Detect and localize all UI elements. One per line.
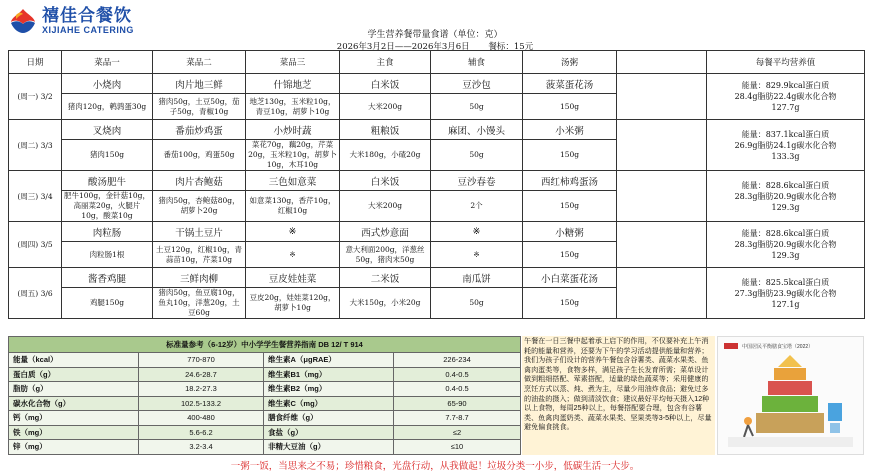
dish-ingredients: ※ xyxy=(246,242,340,268)
spacer-cell xyxy=(617,222,707,268)
dish-name: 小糖粥 xyxy=(523,222,617,242)
nutrition-line: 能量：828.6kcal蛋白质 xyxy=(741,180,830,190)
dish-ingredients: 150g xyxy=(523,191,617,222)
nutrient-value: 7.7-8.7 xyxy=(394,411,521,426)
dish-name: 白米饭 xyxy=(340,74,431,94)
dish-ingredients: 2个 xyxy=(431,191,523,222)
date-range: 2026年3月2日——2026年3月6日 xyxy=(336,42,470,52)
dish-ingredients: 大米150g，小米20g xyxy=(340,288,431,319)
header-dish1: 菜品一 xyxy=(62,51,153,74)
nutrient-value: 3.2-3.4 xyxy=(139,440,264,455)
menu-day-row xyxy=(9,171,865,191)
dish-ingredients: 猪肉120g，鹌鹑蛋30g xyxy=(62,94,153,120)
meal-fee: 餐标：15元 xyxy=(488,42,534,52)
dish-name: 菠菜蛋花汤 xyxy=(523,74,617,94)
header-side: 辅食 xyxy=(431,51,523,74)
reference-table xyxy=(8,336,521,455)
dish-ingredients: 150g xyxy=(523,288,617,319)
nutrient-value: 400-480 xyxy=(139,411,264,426)
nutrition-line: 能量：837.1kcal蛋白质 xyxy=(741,129,830,139)
nutrient-value: 102.5-133.2 xyxy=(139,396,264,411)
header-spacer xyxy=(617,51,707,74)
dish-name: 什锦地芝 xyxy=(246,74,340,94)
dish-name: 酸汤肥牛 xyxy=(62,171,153,191)
dish-ingredients: 地芝130g，玉米粒10g，青豆10g，胡萝卜10g xyxy=(246,94,340,120)
nutrient-value: ≤2 xyxy=(394,425,521,440)
nutrient-label: 维生素B1（mg） xyxy=(264,367,394,382)
reference-row xyxy=(9,440,521,455)
dish-ingredients: 50g xyxy=(431,288,523,319)
dish-name: 小白菜蛋花汤 xyxy=(523,268,617,288)
header-staple: 主食 xyxy=(340,51,431,74)
nutrition-value xyxy=(707,222,865,268)
day-label: (周四) 3/5 xyxy=(9,222,62,268)
reference-row xyxy=(9,367,521,382)
menu-day-row xyxy=(9,268,865,288)
header-dish3: 菜品三 xyxy=(246,51,340,74)
dish-name: 麻团、小馒头 xyxy=(431,120,523,140)
nutrient-label: 维生素B2（mg） xyxy=(264,382,394,397)
nutrition-line: 28.3g脂肪20.9g碳水化合物 xyxy=(734,240,837,249)
nutrition-line: 127.1g xyxy=(771,299,800,309)
nutrient-label: 蛋白质（g） xyxy=(9,367,139,382)
nutrient-value: 24.6-28.7 xyxy=(139,367,264,382)
dish-ingredients: 50g xyxy=(431,94,523,120)
reference-title: 标准量参考（6-12岁）中小学学生餐营养指南 DB 12/ T 914 xyxy=(9,337,521,353)
page-title: 学生营养餐带量食谱（单位：克） xyxy=(367,30,503,40)
dish-name: ※ xyxy=(431,222,523,242)
reference-title-row xyxy=(9,337,521,353)
spacer-cell xyxy=(617,171,707,222)
dish-ingredients: 如意菜130g，香芹10g，红椒10g xyxy=(246,191,340,222)
day-label: (周一) 3/2 xyxy=(9,74,62,120)
nutrient-value: ≤10 xyxy=(394,440,521,455)
brand-name-en: XIJIAHE CATERING xyxy=(42,25,134,35)
reference-row xyxy=(9,411,521,426)
nutrition-line: 28.3g脂肪20.9g碳水化合物 xyxy=(734,191,837,201)
dish-ingredients: 肥牛100g，金针菇10g，高丽菜20g，火腿片10g，酸菜10g xyxy=(62,191,153,222)
dish-name: 小炒时蔬 xyxy=(246,120,340,140)
dish-name: 豆皮娃娃菜 xyxy=(246,268,340,288)
nutrient-label: 碳水化合物（g） xyxy=(9,396,139,411)
dish-name: 粗粮饭 xyxy=(340,120,431,140)
menu-header-row xyxy=(9,51,865,74)
dish-name: 干锅土豆片 xyxy=(153,222,246,242)
spacer-cell xyxy=(617,120,707,171)
reference-row xyxy=(9,382,521,397)
day-label: (周二) 3/3 xyxy=(9,120,62,171)
dish-ingredients: 猪肉150g xyxy=(62,140,153,171)
dish-name: 西红柿鸡蛋汤 xyxy=(523,171,617,191)
nutrition-value xyxy=(707,120,865,171)
dish-name: 西式炒意面 xyxy=(340,222,431,242)
nutrient-value: 0.4-0.5 xyxy=(394,382,521,397)
nutrition-line: 26.9g脂肪24.1g碳水化合物 xyxy=(734,140,837,150)
dish-name: 南瓜饼 xyxy=(431,268,523,288)
header-nutrition: 每餐平均营养值 xyxy=(707,51,865,74)
dish-name: 豆沙包 xyxy=(431,74,523,94)
nutrition-notes: 午餐在一日三餐中起着承上启下的作用，不仅要补充上午消耗的能量和营养，还要为下午的学习活动提供能量和营养；我们为孩子们设计的营养午餐包含谷薯类、蔬菜水果类、鱼禽肉蛋类等，食物多样，满足孩子生长发育所需；菜单设计做到粗细搭配、荤素搭配，适量的绿色蔬菜等；采用健康的烹饪方式以蒸、炖、煮为主，尽量少用油炸食品；避免过多的油盐的摄入；做到清淡饮食；建议最好平均每天摄入12种以上食物，每周25种以上，每餐搭配要合理，包含有谷薯类、鱼禽肉蛋奶类、蔬菜水果类、坚果类等3-5种以上，尽量避免偏食挑食。 xyxy=(522,336,715,455)
nutrition-line: 能量：828.6kcal蛋白质 xyxy=(741,229,830,238)
nutrient-value: 5.6-6.2 xyxy=(139,425,264,440)
dish-name: 肉粒肠 xyxy=(62,222,153,242)
dish-name: 番茄炒鸡蛋 xyxy=(153,120,246,140)
dish-ingredients: 番茄100g，鸡蛋50g xyxy=(153,140,246,171)
dish-ingredients: 猪肉50g，土豆50g，茄子50g，青椒10g xyxy=(153,94,246,120)
nutrition-line: 133.3g xyxy=(771,151,800,161)
nutrition-value xyxy=(707,268,865,319)
dish-name: 三鲜肉柳 xyxy=(153,268,246,288)
menu-day-row xyxy=(9,120,865,140)
dish-ingredients: 猪肉50g，杏鲍菇80g，胡萝卜20g xyxy=(153,191,246,222)
nutrient-label: 锌（mg） xyxy=(9,440,139,455)
dish-name: 二米饭 xyxy=(340,268,431,288)
dish-name: 肉片地三鲜 xyxy=(153,74,246,94)
dish-ingredients: 150g xyxy=(523,94,617,120)
nutrition-line: 129.3g xyxy=(771,251,800,260)
nutrition-line: 27.3g脂肪23.9g碳水化合物 xyxy=(734,288,837,298)
nutrient-label: 维生素C（mg） xyxy=(264,396,394,411)
nutrition-line: 能量：829.9kcal蛋白质 xyxy=(741,81,830,90)
brand-name-cn: 禧佳合餐饮 xyxy=(42,6,132,25)
food-pagoda-icon xyxy=(718,337,863,454)
menu-day-row xyxy=(9,222,865,242)
dish-ingredients: 肉粒肠1根 xyxy=(62,242,153,268)
nutrient-label: 非精大豆油（g） xyxy=(264,440,394,455)
nutrient-label: 铁（mg） xyxy=(9,425,139,440)
pagoda-title: 中国居民平衡膳食宝塔（2022） xyxy=(742,344,814,350)
nutrient-label: 维生素A（μgRAE） xyxy=(264,353,394,368)
dish-ingredients: 150g xyxy=(523,242,617,268)
spacer-cell xyxy=(617,268,707,319)
nutrient-label: 钙（mg） xyxy=(9,411,139,426)
nutrient-label: 能量（kcal） xyxy=(9,353,139,368)
header-date: 日期 xyxy=(9,51,62,74)
dish-ingredients: 大米200g xyxy=(340,191,431,222)
header-dish2: 菜品二 xyxy=(153,51,246,74)
dish-ingredients: 鸡腿150g xyxy=(62,288,153,319)
nutrient-value: 65-90 xyxy=(394,396,521,411)
dish-name: 酱香鸡腿 xyxy=(62,268,153,288)
nutrition-line: 能量：825.5kcal蛋白质 xyxy=(741,277,830,287)
dish-name: 肉片杏鲍菇 xyxy=(153,171,246,191)
nutrient-value: 770-870 xyxy=(139,353,264,368)
menu-day-row xyxy=(9,74,865,94)
dish-ingredients: 大米200g xyxy=(340,94,431,120)
food-pagoda-image xyxy=(717,336,864,455)
dish-name: 小烧肉 xyxy=(62,74,153,94)
dish-name: 小米粥 xyxy=(523,120,617,140)
nutrition-value xyxy=(707,171,865,222)
dish-ingredients: 土豆120g，红椒10g，青蒜苗10g，芹菜10g xyxy=(153,242,246,268)
dish-name: 豆沙春卷 xyxy=(431,171,523,191)
nutrient-label: 膳食纤维（g） xyxy=(264,411,394,426)
dish-ingredients: 菜花70g，藕20g，芹菜20g，玉米粒10g，胡萝卜10g，木耳10g xyxy=(246,140,340,171)
nutrition-line: 28.4g脂肪22.4g碳水化合物 xyxy=(734,92,837,101)
nutrient-value: 18.2-27.3 xyxy=(139,382,264,397)
nutrient-label: 脂肪（g） xyxy=(9,382,139,397)
footer-slogan: 一粥一饭，当思来之不易；珍惜粮食，光盘行动，从我做起！垃圾分类一小步，低碳生活一大步。 xyxy=(230,461,640,472)
dish-name: 三色如意菜 xyxy=(246,171,340,191)
spacer-cell xyxy=(617,74,707,120)
reference-row xyxy=(9,425,521,440)
dish-ingredients: 150g xyxy=(523,140,617,171)
dish-name: ※ xyxy=(246,222,340,242)
dish-ingredients: 豆皮20g，娃娃菜120g，胡萝卜10g xyxy=(246,288,340,319)
nutrition-value xyxy=(707,74,865,120)
dish-ingredients: 猪肉50g，鱼豆腐10g，鱼丸10g，洋葱20g，土豆60g xyxy=(153,288,246,319)
nutrition-line: 127.7g xyxy=(771,103,800,112)
menu-table xyxy=(8,50,865,319)
dish-name: 叉烧肉 xyxy=(62,120,153,140)
day-label: (周三) 3/4 xyxy=(9,171,62,222)
reference-row xyxy=(9,396,521,411)
nutrient-label: 食盐（g） xyxy=(264,425,394,440)
dish-ingredients: 大米180g，小碴20g xyxy=(340,140,431,171)
nutrition-line: 129.3g xyxy=(771,202,800,212)
day-label: (周五) 3/6 xyxy=(9,268,62,319)
header-soup: 汤粥 xyxy=(523,51,617,74)
nutrient-value: 226-234 xyxy=(394,353,521,368)
reference-row xyxy=(9,353,521,368)
nutrient-value: 0.4-0.5 xyxy=(394,367,521,382)
dish-ingredients: 意大利面200g，洋葱丝50g，猪肉末50g xyxy=(340,242,431,268)
dish-ingredients: 50g xyxy=(431,140,523,171)
dish-name: 白米饭 xyxy=(340,171,431,191)
dish-ingredients: ※ xyxy=(431,242,523,268)
